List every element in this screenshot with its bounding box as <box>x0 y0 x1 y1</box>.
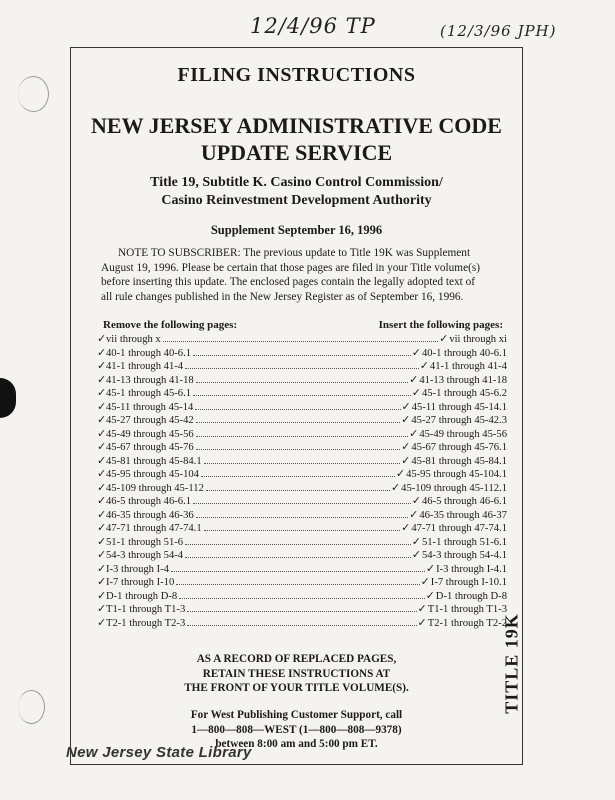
remove-pages: 51-1 through 51-6 <box>106 536 184 548</box>
insert-pages: 45-1 through 45-6.2 <box>421 388 507 399</box>
insert-pages: 45-27 through 45-42.3 <box>411 415 507 426</box>
note-line1: NOTE TO SUBSCRIBER: The previous update to Title 19K was Supplement <box>118 247 471 259</box>
check-mark-icon: ✓ <box>425 588 435 602</box>
dot-leader <box>196 381 408 383</box>
library-stamp: New Jersey State Library <box>66 744 252 761</box>
dot-leader <box>163 340 438 342</box>
check-mark-icon: ✓ <box>97 521 107 534</box>
remove-pages: T1-1 through T1-3 <box>106 604 186 615</box>
insert-pages: T1-1 through T1-3 <box>427 604 507 615</box>
dot-leader <box>193 394 411 396</box>
insert-pages: 45-49 through 45-56 <box>419 428 507 440</box>
check-mark-icon: ✓ <box>409 426 419 440</box>
note-line2: August 19, 1996. Please be certain that those pages are filed in your Title volume(s) <box>101 261 480 274</box>
dot-leader <box>171 570 425 572</box>
remove-pages: 47-71 through 47-74.1 <box>106 523 202 534</box>
remove-pages: 46-35 through 46-36 <box>106 509 194 521</box>
filing-instructions-heading: FILING INSTRUCTIONS <box>177 64 416 86</box>
spine-label: TITLE 19K <box>501 613 522 714</box>
columns-header <box>103 319 503 331</box>
insert-pages: vii through xi <box>449 334 507 345</box>
check-mark-icon: ✓ <box>97 588 107 602</box>
record-line2: RETAIN THESE INSTRUCTIONS AT <box>202 667 391 680</box>
check-mark-icon: ✓ <box>401 440 411 453</box>
record-notice <box>71 652 522 696</box>
insert-pages: I-7 through I-10.1 <box>430 577 507 588</box>
supplement-date: Supplement September 16, 1996 <box>210 223 383 237</box>
page-row <box>97 481 507 495</box>
check-mark-icon: ✓ <box>395 467 406 480</box>
dot-leader <box>176 583 419 585</box>
check-mark-icon: ✓ <box>401 453 411 467</box>
dot-leader <box>206 489 390 491</box>
check-mark-icon: ✓ <box>417 615 427 629</box>
page-row <box>97 346 507 360</box>
remove-pages: T2-1 through T2-3 <box>106 617 186 629</box>
insert-pages: 54-3 through 54-4.1 <box>421 550 507 561</box>
remove-pages: 40-1 through 40-6.1 <box>106 347 192 359</box>
check-mark-icon: ✓ <box>97 602 107 615</box>
page-row <box>97 467 507 481</box>
check-mark-icon: ✓ <box>419 359 429 372</box>
check-mark-icon: ✓ <box>425 561 436 575</box>
dot-leader <box>195 408 400 410</box>
insert-pages: 45-81 through 45-84.1 <box>411 455 507 467</box>
handwritten-date-right: (12/3/96 JPH) <box>440 22 557 40</box>
check-mark-icon: ✓ <box>97 413 107 426</box>
title-subheading-line1: Title 19, Subtitle K. Casino Control Commission/ <box>150 175 443 190</box>
remove-pages: 45-1 through 45-6.1 <box>106 388 192 399</box>
insert-pages: 46-35 through 46-37 <box>419 509 507 521</box>
page-row <box>97 427 507 441</box>
dot-leader <box>185 556 411 558</box>
check-mark-icon: ✓ <box>97 372 107 386</box>
check-mark-icon: ✓ <box>411 386 421 399</box>
page-row <box>97 494 507 508</box>
remove-pages: 45-11 through 45-14 <box>106 401 194 413</box>
dot-leader <box>193 502 411 504</box>
check-mark-icon: ✓ <box>97 332 107 345</box>
note-line4: all rule changes published in the New Jersey Register as of September 16, 1996. <box>101 290 464 303</box>
remove-pages: 41-1 through 41-4 <box>106 361 184 372</box>
page-row <box>97 332 507 346</box>
title-subheading <box>71 174 522 210</box>
insert-pages: T2-1 through T2-2 <box>427 617 507 629</box>
check-mark-icon: ✓ <box>411 534 421 548</box>
page-row <box>97 413 507 427</box>
check-mark-icon: ✓ <box>97 480 107 494</box>
page-row <box>97 386 507 400</box>
title-subheading-line2: Casino Reinvestment Development Authority <box>161 193 432 208</box>
dot-leader <box>193 354 411 356</box>
dot-leader <box>201 475 395 477</box>
insert-pages: 41-13 through 41-18 <box>419 374 507 386</box>
dot-leader <box>196 516 408 518</box>
remove-pages: I-7 through I-10 <box>106 577 175 588</box>
insert-pages: 46-5 through 46-6.1 <box>421 496 507 507</box>
check-mark-icon: ✓ <box>411 548 421 561</box>
page-row <box>97 373 507 387</box>
remove-column-heading: Remove the following pages: <box>103 319 238 331</box>
note-to-subscriber <box>101 246 499 304</box>
support-line1: For West Publishing Customer Support, call <box>190 709 403 721</box>
insert-pages: 45-95 through 45-104.1 <box>406 469 507 480</box>
check-mark-icon: ✓ <box>420 575 430 588</box>
insert-pages: 47-71 through 47-74.1 <box>411 523 507 534</box>
remove-pages: 45-49 through 45-56 <box>106 428 194 440</box>
check-mark-icon: ✓ <box>409 372 419 386</box>
njac-heading-line1: NEW JERSEY ADMINISTRATIVE CODE <box>91 113 502 138</box>
remove-pages: 41-13 through 41-18 <box>106 374 194 386</box>
page-row <box>97 400 507 414</box>
check-mark-icon: ✓ <box>97 467 107 480</box>
dot-leader <box>185 543 411 545</box>
page-row <box>97 589 507 603</box>
dot-leader <box>196 435 408 437</box>
check-mark-icon: ✓ <box>390 480 401 494</box>
page-row <box>97 440 507 454</box>
page-row <box>97 521 507 535</box>
check-mark-icon: ✓ <box>97 615 107 629</box>
punch-hole-middle <box>0 378 16 418</box>
check-mark-icon: ✓ <box>97 359 107 372</box>
njac-heading-line2: UPDATE SERVICE <box>200 140 393 165</box>
page-list <box>97 332 507 629</box>
check-mark-icon: ✓ <box>97 548 107 561</box>
record-line1: AS A RECORD OF REPLACED PAGES, <box>196 653 397 665</box>
remove-pages: 45-27 through 45-42 <box>106 415 194 426</box>
check-mark-icon: ✓ <box>439 332 449 345</box>
check-mark-icon: ✓ <box>97 386 107 399</box>
remove-pages: 45-95 through 45-104 <box>106 469 199 480</box>
page-row <box>97 359 507 373</box>
insert-pages: 45-11 through 45-14.1 <box>411 401 507 413</box>
check-mark-icon: ✓ <box>409 507 419 521</box>
check-mark-icon: ✓ <box>97 561 107 575</box>
check-mark-icon: ✓ <box>97 507 107 521</box>
dot-leader <box>196 448 400 450</box>
check-mark-icon: ✓ <box>401 413 411 426</box>
check-mark-icon: ✓ <box>411 345 421 359</box>
handwritten-date-left: 12/4/96 TP <box>250 14 376 38</box>
insert-pages: 45-67 through 45-76.1 <box>411 442 507 453</box>
page-row <box>97 562 507 576</box>
check-mark-icon: ✓ <box>97 494 107 507</box>
record-line3: THE FRONT OF YOUR TITLE VOLUME(S). <box>184 682 409 694</box>
check-mark-icon: ✓ <box>97 399 107 413</box>
njac-heading <box>71 112 522 166</box>
remove-pages: 45-109 through 45-112 <box>106 482 204 494</box>
remove-pages: 45-67 through 45-76 <box>106 442 194 453</box>
insert-pages: 40-1 through 40-6.1 <box>421 347 507 359</box>
check-mark-icon: ✓ <box>97 345 107 359</box>
support-phone: 1—800—808—WEST (1—800—808—9378) <box>191 723 402 736</box>
punch-hole-bottom <box>18 690 45 724</box>
check-mark-icon: ✓ <box>401 399 411 413</box>
insert-pages: 45-109 through 45-112.1 <box>401 482 507 494</box>
dot-leader <box>196 421 400 423</box>
check-mark-icon: ✓ <box>97 575 107 588</box>
check-mark-icon: ✓ <box>97 426 107 440</box>
dot-leader <box>179 597 424 599</box>
dot-leader <box>187 610 416 612</box>
remove-pages: vii through x <box>106 334 161 345</box>
dot-leader <box>204 462 401 464</box>
document-frame <box>70 47 523 765</box>
check-mark-icon: ✓ <box>97 534 107 548</box>
page-row <box>97 575 507 589</box>
dot-leader <box>185 367 419 369</box>
page-row <box>97 508 507 522</box>
check-mark-icon: ✓ <box>417 602 427 615</box>
insert-pages: I-3 through I-4.1 <box>436 563 507 575</box>
insert-column-heading: Insert the following pages: <box>378 319 503 331</box>
insert-pages: D-1 through D-8 <box>435 590 507 602</box>
remove-pages: 54-3 through 54-4 <box>106 550 184 561</box>
check-mark-icon: ✓ <box>97 453 107 467</box>
page-row <box>97 602 507 616</box>
check-mark-icon: ✓ <box>401 521 411 534</box>
support-hours: between 8:00 am and 5:00 pm ET. <box>215 738 378 750</box>
insert-pages: 41-1 through 41-4 <box>429 361 507 372</box>
dot-leader <box>204 529 401 531</box>
remove-pages: D-1 through D-8 <box>106 590 178 602</box>
punch-hole-top <box>18 76 49 112</box>
dot-leader <box>187 624 416 626</box>
page-row <box>97 616 507 630</box>
insert-pages: 51-1 through 51-6.1 <box>421 536 507 548</box>
check-mark-icon: ✓ <box>411 494 421 507</box>
page-row <box>97 535 507 549</box>
remove-pages: 45-81 through 45-84.1 <box>106 455 202 467</box>
check-mark-icon: ✓ <box>97 440 107 453</box>
remove-pages: I-3 through I-4 <box>106 563 169 575</box>
page-row <box>97 548 507 562</box>
remove-pages: 46-5 through 46-6.1 <box>106 496 192 507</box>
page-row <box>97 454 507 468</box>
note-line3: before inserting this update. The enclosed pages contain the legally adopted text of <box>101 276 476 289</box>
